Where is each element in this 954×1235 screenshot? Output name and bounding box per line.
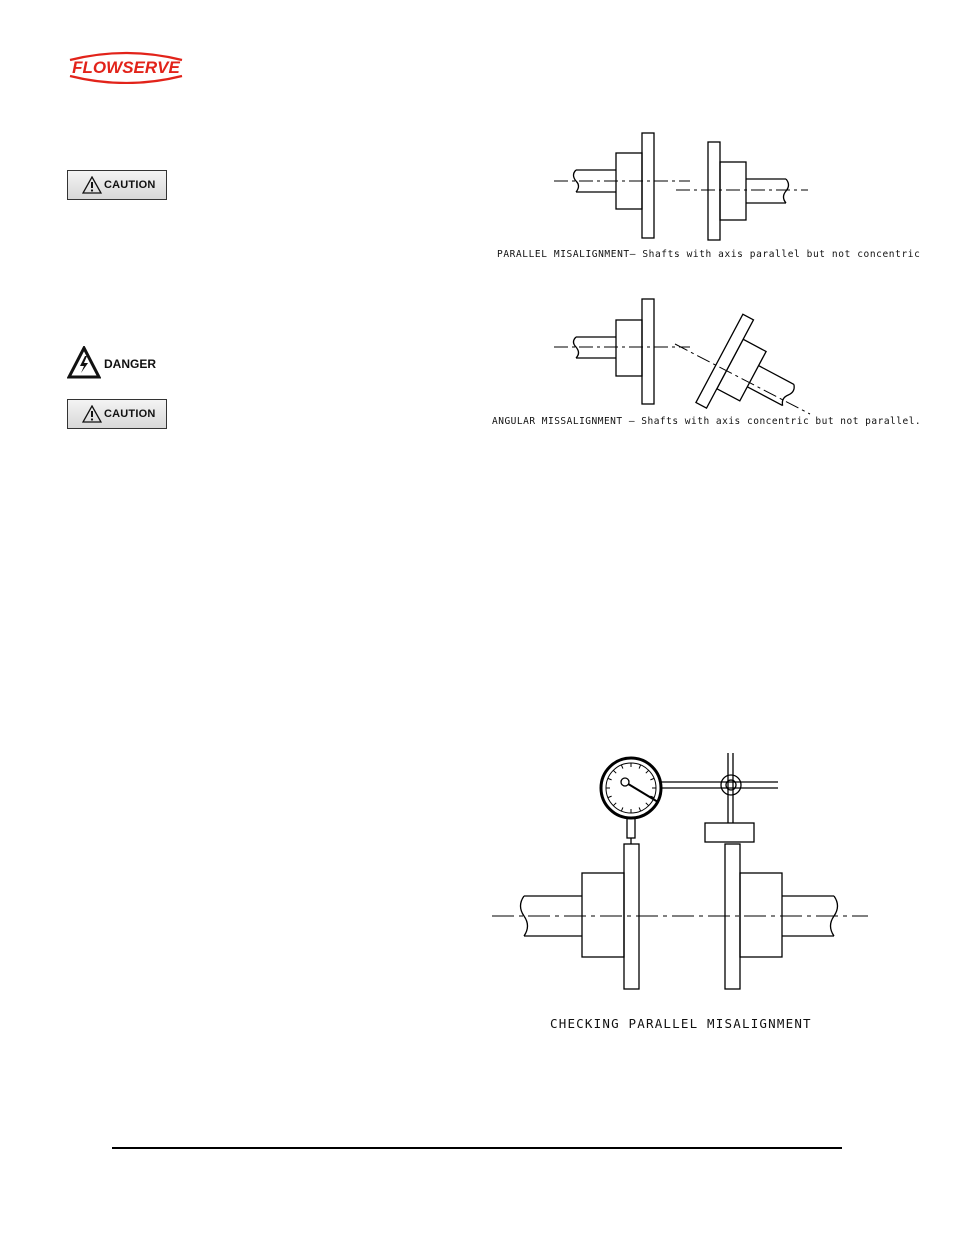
danger-label: DANGER [104, 357, 157, 371]
footer-divider [112, 1147, 842, 1149]
lightning-triangle-icon [67, 346, 101, 380]
caution-label: CAUTION [104, 179, 156, 191]
logo-text: FLOWSERVE [72, 58, 180, 77]
dial-indicator-diagram [488, 748, 880, 993]
flowserve-logo [64, 50, 188, 84]
caution-badge [67, 399, 167, 429]
parallel-misalignment-caption: PARALLEL MISALIGNMENT— Shafts with axis parallel but not concentric [497, 249, 921, 260]
angular-misalignment-caption: ANGULAR MISSALIGNMENT – Shafts with axis concentric but not parallel. [492, 416, 922, 427]
caution-label: CAUTION [104, 408, 156, 420]
checking-misalignment-caption: CHECKING PARALLEL MISALIGNMENT [550, 1016, 812, 1031]
angular-misalignment-diagram [540, 296, 820, 414]
exclamation-triangle-icon [82, 405, 102, 423]
parallel-misalignment-diagram [540, 128, 820, 248]
dial-gauge-icon [601, 758, 661, 818]
exclamation-triangle-icon [82, 176, 102, 194]
caution-badge [67, 170, 167, 200]
danger-badge [67, 346, 167, 380]
